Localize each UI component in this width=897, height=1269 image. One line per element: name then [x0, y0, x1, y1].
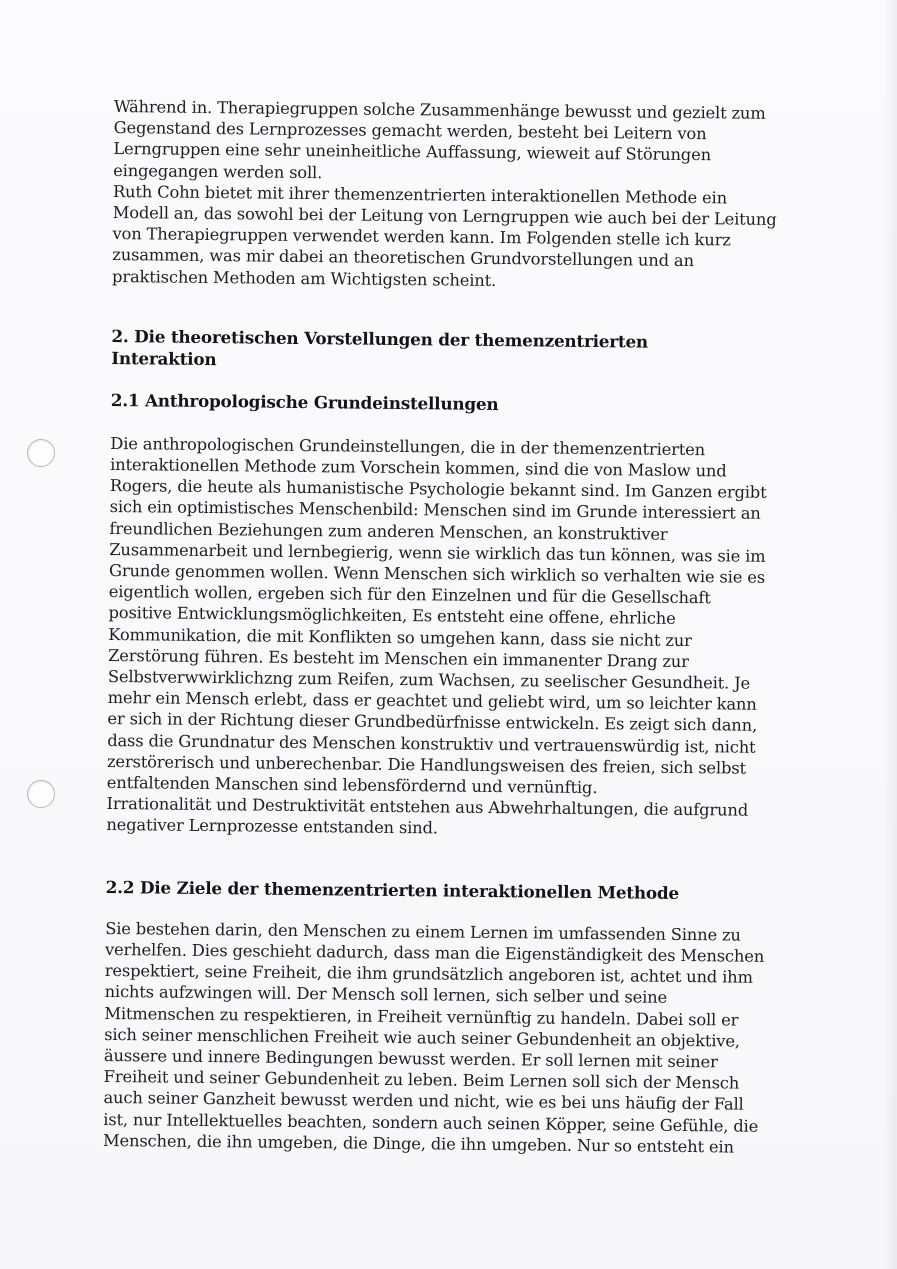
section-2-1-paragraph — [106, 433, 767, 843]
text-line: Während in. Therapiegruppen solche Zusammenhänge bewusst und gezielt zum — [113, 96, 766, 123]
text-line: dass die Grundnatur des Menschen konstruktiv und vertrauenswürdig ist, nicht — [107, 730, 756, 757]
section-2-1-heading: 2.1 Anthropologische Grundeinstellungen — [110, 389, 499, 414]
text-line: Freiheit und seiner Gebundenheit zu leben. Beim Lernen soll sich der Mensch — [103, 1067, 740, 1093]
text-line: interaktionellen Methode zum Vorschein kommen, sind die von Maslow und — [110, 455, 727, 481]
text-line: zusammen, was mir dabei an theoretischen Grundvorstellungen und an — [112, 245, 694, 271]
page-edge-shadow — [883, 0, 897, 1269]
text-line: auch seiner Ganzheit bewusst werden und nicht, wie es bei uns häufig der Fall — [103, 1088, 744, 1114]
text-line: Selbstverwwirklichzng zum Reifen, zum Wachsen, zu seelischer Gesundheit. Je — [107, 667, 751, 693]
text-line: entfaltenden Manschen sind lebensfördernd und vernünftig. — [106, 773, 598, 798]
text-line: Zusammenarbeit und lernbegierig, wenn sie wirklich das tun können, was sie im — [109, 539, 766, 566]
text-line: sich ein optimistisches Menschenbild: Menschen sind im Grunde interessiert an — [109, 497, 761, 524]
intro-paragraph — [112, 96, 777, 294]
section-2-2-paragraph — [102, 918, 765, 1158]
text-line: Irrationalität und Destruktivität entstehen aus Abwehrhaltungen, die aufgrund — [106, 794, 749, 820]
text-line: von Therapiegruppen verwendet werden kann. Im Folgenden stelle ich kurz — [112, 224, 731, 250]
section-2-heading: 2. Die theoretischen Vorstellungen der themenzentrierten Interaktion — [111, 325, 649, 369]
text-line: positive Entwicklungsmöglichkeiten, Es entsteht eine offene, ehrliche — [108, 603, 676, 629]
text-line: freundlichen Beziehungen zum anderen Menschen, an konstruktiver — [109, 518, 668, 544]
text-line: Sie bestehen darin, den Menschen zu einem Lernen im umfassenden Sinne zu — [105, 918, 741, 945]
text-line: verhelfen. Dies geschieht dadurch, dass man die Eigenständigkeit des Menschen — [104, 939, 765, 966]
punch-hole-top — [27, 439, 55, 467]
punch-hole-bottom — [27, 780, 55, 808]
text-line: Modell an, das sowohl bei der Leitung von Lerngruppen wie auch bei der Leitung — [112, 203, 777, 229]
text-line: eigentlich wollen, ergeben sich für den Einzelnen und für die Gesellschaft — [108, 582, 711, 608]
text-line: Die anthropologischen Grundeinstellungen, die in der themenzentrierten — [110, 433, 706, 460]
text-line: praktischen Methoden am Wichtigsten scheint. — [112, 266, 497, 290]
text-line: Kommunikation, die mit Konflikten so umgehen kann, dass sie nicht zur — [108, 624, 692, 650]
text-line: negativer Lernprozesse entstanden sind. — [106, 815, 438, 838]
text-line: respektiert, seine Freiheit, die ihm grundsätzlich angeboren ist, achtet und ihm — [104, 961, 753, 987]
text-line: zerstörerisch und unberechenbar. Die Handlungsweisen des freien, sich selbst — [106, 751, 747, 778]
text-line: Gegenstand des Lernprozesses gemacht werden, besteht bei Leitern von — [113, 118, 707, 144]
text-line: sich seiner menschlichen Freiheit wie auch seiner Gebundenheit an objektive, — [104, 1024, 740, 1051]
document-body — [102, 96, 777, 1158]
section-2-2-heading: 2.2 Die Ziele der themenzentrierten interaktionellen Methode — [105, 876, 680, 903]
text-line: Grunde genommen wollen. Wenn Menschen sich wirklich so verhalten wie sie es — [108, 561, 766, 587]
text-line: nichts aufzwingen will. Der Mensch soll lernen, sich selber und seine — [104, 982, 668, 1008]
text-line: Ruth Cohn bietet mit ihrer themenzentrierten interaktionellen Methode ein — [112, 181, 728, 208]
text-line: Rogers, die heute als humanistische Psychologie bekannt sind. Im Ganzen ergibt — [109, 476, 767, 503]
text-line: Zerstörung führen. Es besteht im Menschen ein immanenter Drang zur — [108, 645, 689, 671]
text-line: Lerngruppen eine sehr uneinheitliche Auffassung, wieweit auf Störungen — [113, 139, 712, 165]
text-line: Menschen, die ihn umgeben, die Dinge, die ihn umgeben. Nur so entsteht ein — [102, 1130, 734, 1157]
text-line: ist, nur Intellektuelles beachten, sondern auch seinen Köpper, seine Gefühle, die — [103, 1109, 759, 1136]
text-line: er sich in der Richtung dieser Grundbedürfnisse entwickeln. Es zeigt sich dann, — [107, 709, 758, 736]
text-line: Mitmenschen zu respektieren, in Freiheit vernünftig zu handeln. Dabei soll er — [104, 1003, 739, 1030]
text-line: mehr ein Mensch erlebt, dass er geachtet und geliebt wird, um so leichter kann — [107, 688, 757, 715]
text-line: äussere und innere Bedingungen bewusst werden. Er soll lernen mit seiner — [103, 1045, 718, 1072]
text-line: eingegangen werden soll. — [113, 160, 323, 182]
